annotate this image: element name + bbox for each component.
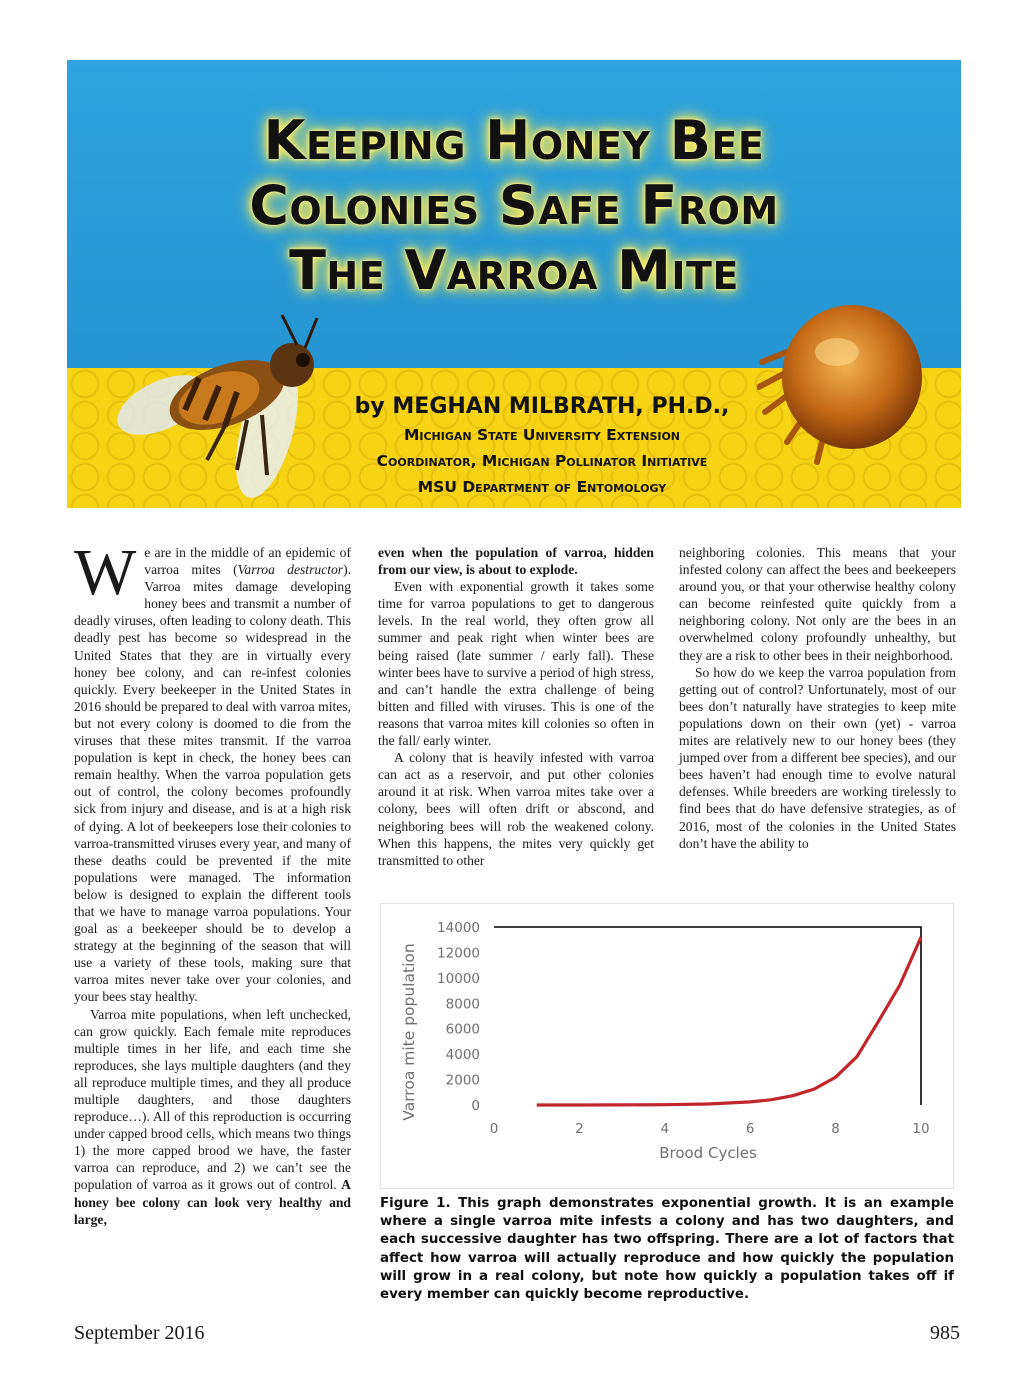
honey-bee-icon	[107, 310, 327, 508]
article-title	[67, 108, 961, 303]
bold-text: A honey bee colony can look very healthy and large,	[74, 1177, 351, 1227]
article-column-2	[378, 544, 654, 869]
bold-text: even when the population of varroa, hidden from our view, is about to explode.	[378, 545, 654, 578]
paragraph: A colony that is heavily infested with varroa can act as a reservoir, and put other colonies around it at risk. When varroa mites take over a colony, bees will often drift or abscond, and neighboring bees will rob the weakened colony. When this happens, the mites very quickly get transmitted to other	[378, 750, 654, 868]
drop-cap: W	[74, 536, 137, 609]
population-chart	[380, 903, 954, 1189]
y-axis-label: Varroa mite population	[400, 943, 418, 1121]
x-tick-label: 0	[489, 1121, 499, 1137]
y-tick-label: 6000	[445, 1021, 480, 1038]
title-line-2: Colonies Safe From	[249, 174, 779, 237]
affiliation-3: MSU Department of Entomology	[417, 478, 667, 496]
page-number: 985	[930, 1322, 960, 1344]
figure-caption: Figure 1. This graph demonstrates exponential growth. It is an example where a single varroa mite infests a colony and has two daughters, and each successive daughter has two offspring. There are a lot of factors that affect how varroa will actually reproduce and how quickly the population will grow in a real colony, but note how quickly a population takes off if every member can quickly become reproductive.	[380, 1196, 954, 1303]
byline	[307, 392, 777, 500]
title-line-3: The Varroa Mite	[289, 239, 739, 302]
paragraph: neighboring colonies. This means that your infested colony can affect the bees and beekeepers around you, or that your otherwise healthy colony can become reinfested quite quickly from a neighboring colony. Not only are the bees in an overwhelmed colony profoundly unhealthy, but they are a risk to other bees in their neighborhood.	[679, 545, 956, 663]
y-tick-label: 12000	[437, 945, 480, 962]
affiliation-1: Michigan State University Extension	[403, 426, 681, 444]
species-name: Varroa destructor	[237, 562, 344, 578]
text-run: Varroa mite populations, when left unchecked, can grow quickly. Each female mite reproduces multiple times in her life, and each time she reproduces, she lays multiple daughters (and they all reproduce multiple times, and they all produce multiple daughters, and those daughters reproduce…). All of this reproduction is occurring under capped brood cells, which means two things 1) the more capped brood we have, the faster varroa can reproduce, and 2) we can’t see the population of varroa as it grows out of control.	[74, 1006, 351, 1193]
paragraph: Even with exponential growth it takes some time for varroa populations to get to dangerous levels. In the real world, they often grow all summer and peak right when winter bees are being raised (late summer / early fall). These winter bees have to survive a period of high stress, and can’t handle the extra challenge of being bitten and filled with viruses. This is one of the reasons that varroa mites kill colonies so often in the fall/ early winter.	[378, 579, 654, 749]
figure-1-chart	[380, 903, 954, 1189]
varroa-mite-icon	[757, 292, 927, 472]
author-name: by MEGHAN MILBRATH, PH.D.,	[354, 394, 730, 419]
x-tick-label: 8	[831, 1121, 840, 1137]
x-tick-label: 4	[660, 1121, 670, 1137]
title-banner	[67, 60, 961, 508]
y-tick-label: 10000	[437, 970, 480, 987]
x-tick-label: 2	[575, 1121, 584, 1137]
title-line-1: Keeping Honey Bee	[263, 109, 765, 172]
y-tick-label: 4000	[445, 1047, 480, 1064]
article-column-1	[74, 536, 351, 1228]
y-tick-label: 0	[471, 1098, 480, 1114]
x-tick-label: 6	[745, 1121, 755, 1137]
y-tick-label: 14000	[437, 920, 480, 936]
text-run: ). Varroa mites damage developing honey bees and transmit a number of deadly viruses, often leading to colony death. This deadly pest has become so widespread in the United States that they are in virtually every honey bee colony, and can re-infest colonies quickly. Every beekeeper in the United States in 2016 should be prepared to deal with varroa mites, but not every colony is doomed to die from the viruses that these mites transmit. If the varroa population is kept in check, the honey bees can remain healthy. When the varroa population gets out of control, the colony becomes profoundly sick from injury and disease, and is at a high risk of dying. A lot of beekeepers lose their colonies to varroa-transmitted viruses every year, and many of these deaths could be prevented if the mite populations were managed. The information below is designed to explain the different tools that we have to manage varroa populations. Your goal as a beekeeper should be to develop a strategy at the beginning of the season that will use a variety of these tools, making sure that varroa mites never take over your colonies, and your bees stay healthy.	[74, 562, 351, 1005]
y-tick-label: 2000	[445, 1072, 480, 1089]
paragraph: So how do we keep the varroa population from getting out of control? Unfortunately, most of our bees don’t naturally have strategies to keep mite populations down on their own (yet) - varroa mites are relatively new to our honey bees (they jumped over from a different bee species), and our bees haven’t had enough time to evolve natural defenses. While breeders are working tirelessly to find bees that do have defensive strategies, as of 2016, most of the colonies in the United States don’t have the ability to	[679, 664, 956, 851]
x-axis-label: Brood Cycles	[659, 1144, 757, 1162]
paragraph	[74, 536, 351, 1006]
article-column-3	[679, 544, 956, 852]
x-tick-label: 10	[912, 1121, 930, 1137]
affiliation-2: Coordinator, Michigan Pollinator Initiative	[376, 452, 708, 470]
paragraph	[378, 544, 654, 578]
y-tick-label: 8000	[445, 996, 480, 1013]
paragraph	[74, 1006, 351, 1228]
y-axis-label-group	[400, 943, 418, 1120]
text-run: e are in the middle of an epidemic of varroa mites (	[144, 545, 351, 578]
issue-date: September 2016	[74, 1322, 205, 1344]
